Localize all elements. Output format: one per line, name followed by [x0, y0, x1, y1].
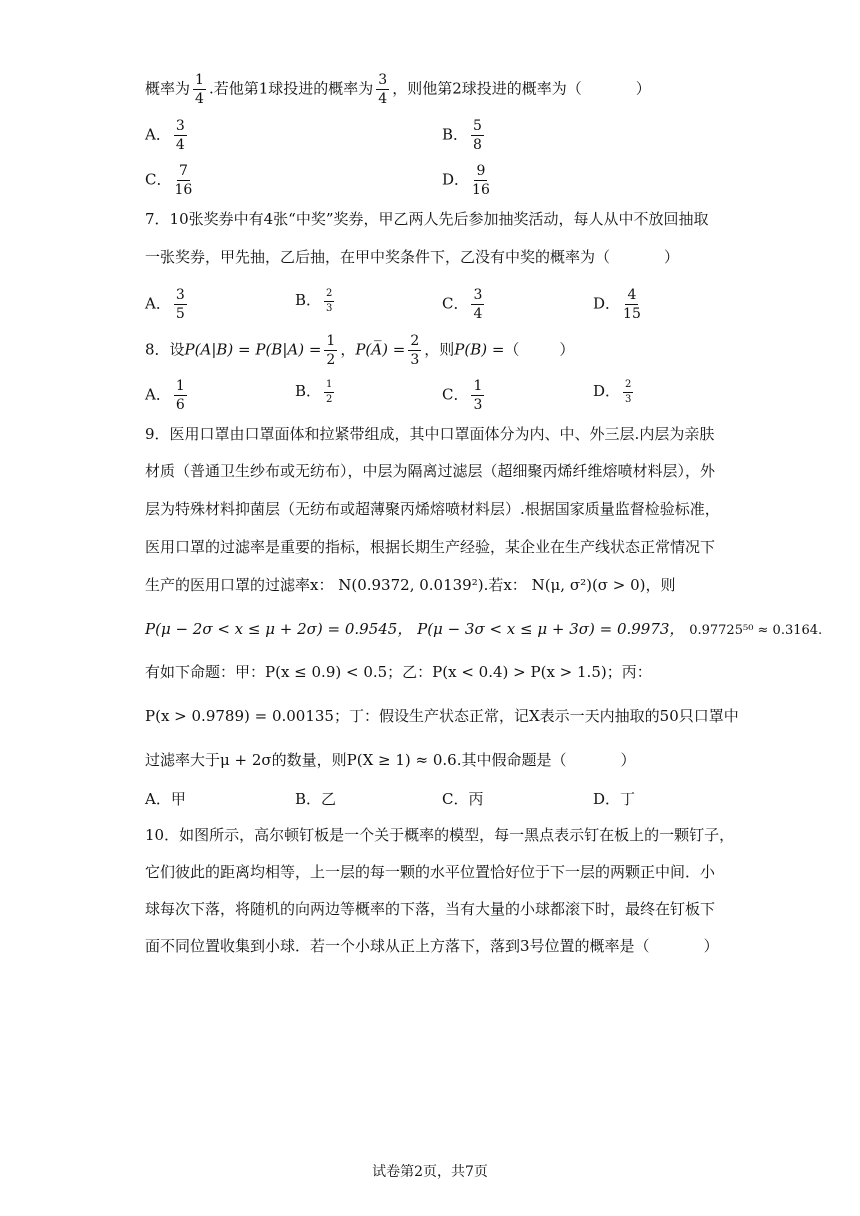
- fraction: $\frac{1}{4}$: [195, 72, 204, 107]
- q6-option-a[interactable]: A． $\frac{3}{4}$: [145, 118, 185, 153]
- q8-option-a[interactable]: A． $\frac{1}{6}$: [145, 378, 185, 413]
- q8-option-c[interactable]: C． $\frac{1}{3}$: [442, 378, 483, 413]
- q10-line-2: 它们彼此的距离均相等，上一层的每一颗的水平位置恰好位于下一层的两颗正中间．小: [145, 863, 716, 881]
- q7-option-a[interactable]: A． $\frac{3}{5}$: [145, 287, 185, 322]
- q9-line-6: P(μ − 2σ < x ≤ μ + 2σ) = 0.9545， P(μ − 3σ < x ≤ μ + 3σ) = 0.9973， 0.97725⁵⁰ ≈ 0.3164.: [145, 620, 823, 638]
- q8-option-b[interactable]: B． $\frac{1}{2}$: [295, 378, 333, 405]
- q9-line-4: 医用口罩的过滤率是重要的指标，根据长期生产经验，某企业在生产线状态正常情况下: [145, 538, 716, 556]
- q6-option-d[interactable]: D． $\frac{9}{16}$: [442, 163, 490, 198]
- q9-line-2: 材质（普通卫生纱布或无纺布），中层为隔离过滤层（超细聚丙烯纤维熔喷材料层），外: [145, 462, 716, 480]
- q7-option-b[interactable]: B． $\frac{2}{3}$: [295, 287, 333, 314]
- q8-option-d[interactable]: D． $\frac{2}{3}$: [593, 378, 632, 405]
- q8-stem: 8．设P(A|B) = P(B|A) = $\frac{1}{2}$ ，P(A̅) = $\frac{2}{3}$ ，则P(B) =（ ）: [145, 333, 575, 368]
- q9-option-a[interactable]: A．甲: [145, 790, 186, 808]
- q9-line-5: 生产的医用口罩的过滤率x： N(0.9372, 0.0139²).若x： N(μ, σ²)(σ > 0)，则: [145, 576, 676, 594]
- q9-option-d[interactable]: D．丁: [593, 790, 636, 808]
- q6-option-b[interactable]: B． $\frac{5}{8}$: [442, 118, 482, 153]
- page-footer: 试卷第2页，共7页: [372, 1164, 488, 1180]
- q9-line-8: P(x > 0.9789) = 0.00135；丁：假设生产状态正常，记X表示一天内抽取的50只口罩中: [145, 707, 739, 725]
- q9-line-1: 9．医用口罩由口罩面体和拉紧带组成，其中口罩面体分为内、中、外三层.内层为亲肤: [145, 425, 715, 443]
- q6-option-c[interactable]: C． $\frac{7}{16}$: [145, 163, 193, 198]
- q9-option-b[interactable]: B．乙: [295, 790, 337, 808]
- q7-option-c[interactable]: C． $\frac{3}{4}$: [442, 287, 483, 322]
- q9-line-7: 有如下命题：甲：P(x ≤ 0.9) < 0.5；乙：P(x < 0.4) > P(x > 1.5)；丙：: [145, 663, 652, 681]
- q9-line-9: 过滤率大于μ + 2σ的数量，则P(X ≥ 1) ≈ 0.6.其中假命题是（ ）: [145, 751, 636, 769]
- fraction: $\frac{3}{4}$: [378, 72, 388, 107]
- q6-stem: 概率为 $\frac{1}{4}$ .若他第1球投进的概率为 $\frac{3}{4}$ ，则他第2球投进的概率为（ ）: [145, 72, 651, 107]
- q7-line-1: 7．10张奖券中有4张“中奖”奖券，甲乙两人先后参加抽奖活动，每人从中不放回抽取: [145, 210, 709, 228]
- q7-line-2: 一张奖券，甲先抽，乙后抽，在甲中奖条件下，乙没有中奖的概率为（ ）: [145, 248, 680, 266]
- q10-line-4: 面不同位置收集到小球．若一个小球从正上方落下，落到3号位置的概率是（ ）: [145, 937, 719, 955]
- q9-line-3: 层为特殊材料抑菌层（无纺布或超薄聚丙烯熔喷材料层）.根据国家质量监督检验标准，: [145, 500, 720, 518]
- q7-option-d[interactable]: D． $\frac{4}{15}$: [593, 287, 641, 322]
- q10-line-3: 球每次下落，将随机的向两边等概率的下落，当有大量的小球都滚下时，最终在钉板下: [145, 900, 716, 918]
- q10-line-1: 10．如图所示，高尔顿钉板是一个关于概率的模型，每一黑点表示钉在板上的一颗钉子，: [145, 826, 735, 844]
- q9-option-c[interactable]: C．丙: [442, 790, 484, 808]
